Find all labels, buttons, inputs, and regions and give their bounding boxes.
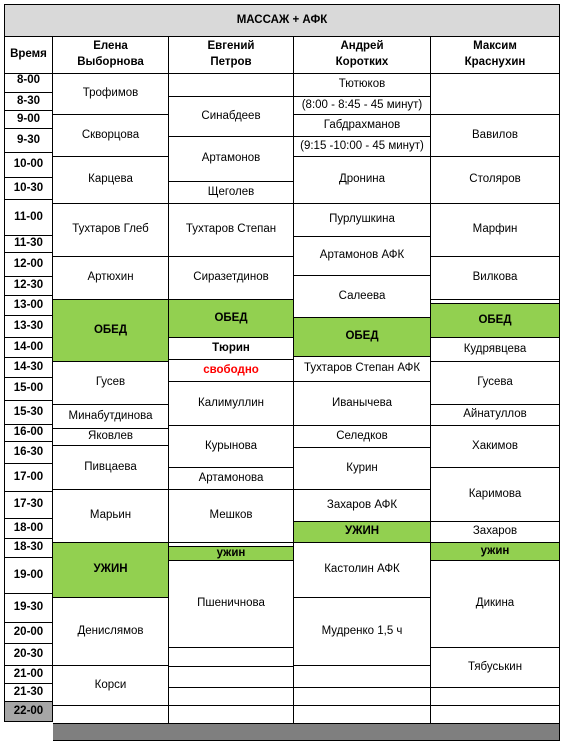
- header-name-line: Максим: [473, 40, 517, 53]
- empty-slot: [169, 667, 294, 688]
- appointment-cell[interactable]: Столяров: [431, 157, 560, 204]
- appointment-cell[interactable]: Марфин: [431, 204, 560, 257]
- empty-slot: [294, 688, 431, 706]
- appointment-cell[interactable]: Кудрявцева: [431, 338, 560, 362]
- break-cell: УЖИН: [53, 543, 169, 598]
- time-cell: 9-00: [4, 111, 53, 129]
- header-name-line: Краснухин: [464, 56, 526, 68]
- empty-slot: [294, 706, 431, 724]
- header-col2: [169, 37, 294, 74]
- time-cell: 22-00: [4, 702, 53, 722]
- header-name-line: Евгений: [207, 40, 255, 53]
- header-col1: [53, 37, 169, 74]
- appointment-cell[interactable]: Курынова: [169, 426, 294, 468]
- header-name-line: Коротких: [335, 56, 389, 68]
- time-cell: 13-00: [4, 296, 53, 316]
- header-name-line: Елена: [93, 40, 128, 53]
- appointment-cell[interactable]: Кастолин АФК: [294, 543, 431, 598]
- appointment-cell[interactable]: Трофимов: [53, 74, 169, 115]
- break-cell: ОБЕД: [294, 318, 431, 357]
- appointment-cell[interactable]: Пшеничнова: [169, 561, 294, 648]
- sheet-title: МАССАЖ + АФК: [4, 4, 560, 37]
- appointment-cell[interactable]: Карцева: [53, 157, 169, 204]
- time-cell: 11-00: [4, 200, 53, 236]
- empty-slot: [431, 706, 560, 724]
- appointment-cell[interactable]: Тябуськин: [431, 648, 560, 688]
- appointment-cell[interactable]: Курин: [294, 448, 431, 490]
- appointment-cell[interactable]: Минабутдинова: [53, 405, 169, 429]
- header-name-line: Выборнова: [77, 56, 144, 68]
- appointment-cell[interactable]: Калимуллин: [169, 382, 294, 426]
- appointment-cell[interactable]: свободно: [169, 360, 294, 382]
- appointment-cell[interactable]: Пурлушкина: [294, 204, 431, 237]
- appointment-cell[interactable]: Марьин: [53, 490, 169, 543]
- appointment-cell[interactable]: Тютюков: [294, 74, 431, 97]
- appointment-cell[interactable]: Синабдеев: [169, 97, 294, 137]
- closing-band: [53, 724, 560, 741]
- empty-slot: [169, 74, 294, 97]
- header-col3: [294, 37, 431, 74]
- break-cell: ужин: [431, 543, 560, 561]
- header-name-line: Андрей: [340, 40, 384, 53]
- time-cell: 20-00: [4, 623, 53, 644]
- time-cell: 17-00: [4, 464, 53, 492]
- header-name-line: Петров: [210, 56, 252, 68]
- appointment-cell[interactable]: Вилкова: [431, 257, 560, 300]
- time-cell: 20-30: [4, 644, 53, 666]
- appointment-cell[interactable]: Корси: [53, 666, 169, 706]
- appointment-cell[interactable]: Артамонов: [169, 137, 294, 182]
- appointment-cell[interactable]: Салеева: [294, 276, 431, 318]
- time-cell: 21-30: [4, 684, 53, 702]
- time-cell: 19-30: [4, 594, 53, 623]
- appointment-cell[interactable]: Мудренко 1,5 ч: [294, 598, 431, 666]
- appointment-cell[interactable]: Тухтаров Степан АФК: [294, 357, 431, 382]
- empty-slot: [169, 706, 294, 724]
- time-cell: 21-00: [4, 666, 53, 684]
- appointment-cell[interactable]: Артамонова: [169, 468, 294, 490]
- appointment-cell[interactable]: (8:00 - 8:45 - 45 минут): [294, 97, 431, 115]
- time-cell: 10-30: [4, 178, 53, 200]
- appointment-cell[interactable]: Каримова: [431, 468, 560, 522]
- time-cell: 9-30: [4, 129, 53, 153]
- appointment-cell[interactable]: Дикина: [431, 561, 560, 648]
- time-cell: 12-30: [4, 277, 53, 296]
- appointment-cell[interactable]: Яковлев: [53, 429, 169, 446]
- time-cell: 10-00: [4, 153, 53, 178]
- appointment-cell[interactable]: Тюрин: [169, 338, 294, 360]
- appointment-cell[interactable]: Скворцова: [53, 115, 169, 157]
- time-cell: 18-30: [4, 539, 53, 558]
- time-cell: 11-30: [4, 236, 53, 253]
- empty-slot: [431, 74, 560, 115]
- appointment-cell[interactable]: Захаров: [431, 522, 560, 543]
- empty-slot: [169, 648, 294, 667]
- appointment-cell[interactable]: Дронина: [294, 157, 431, 204]
- appointment-cell[interactable]: Иванычева: [294, 382, 431, 426]
- appointment-cell[interactable]: Сиразетдинов: [169, 257, 294, 300]
- time-cell: 16-00: [4, 425, 53, 442]
- appointment-cell[interactable]: Мешков: [169, 490, 294, 543]
- appointment-cell[interactable]: Тухтаров Степан: [169, 204, 294, 257]
- appointment-cell[interactable]: Артюхин: [53, 257, 169, 300]
- empty-slot: [294, 666, 431, 688]
- appointment-cell[interactable]: Захаров АФК: [294, 490, 431, 522]
- appointment-cell[interactable]: Тухтаров Глеб: [53, 204, 169, 257]
- break-cell: ОБЕД: [53, 300, 169, 362]
- time-cell: 16-30: [4, 442, 53, 464]
- appointment-cell[interactable]: Хакимов: [431, 426, 560, 468]
- appointment-cell[interactable]: Айнатуллов: [431, 405, 560, 426]
- appointment-cell[interactable]: Гусев: [53, 362, 169, 405]
- appointment-cell[interactable]: Пивцаева: [53, 446, 169, 490]
- time-cell: 12-00: [4, 253, 53, 277]
- schedule-sheet: [4, 4, 560, 741]
- appointment-cell[interactable]: Денислямов: [53, 598, 169, 666]
- header-time: Время: [4, 37, 53, 74]
- break-cell: ужин: [169, 547, 294, 561]
- break-cell: ОБЕД: [169, 300, 294, 338]
- empty-slot: [169, 688, 294, 706]
- appointment-cell[interactable]: Артамонов АФК: [294, 237, 431, 276]
- appointment-cell[interactable]: Вавилов: [431, 115, 560, 157]
- time-cell: 15-00: [4, 378, 53, 401]
- time-cell: 15-30: [4, 401, 53, 425]
- appointment-cell[interactable]: Гусева: [431, 362, 560, 405]
- header-col4: [431, 37, 560, 74]
- time-cell: 18-00: [4, 519, 53, 539]
- break-cell: УЖИН: [294, 522, 431, 543]
- time-cell: 8-30: [4, 93, 53, 111]
- appointment-cell[interactable]: Селедков: [294, 426, 431, 448]
- empty-slot: [53, 706, 169, 724]
- time-cell: 13-30: [4, 316, 53, 338]
- time-cell: 19-00: [4, 558, 53, 594]
- appointment-cell[interactable]: Щеголев: [169, 182, 294, 204]
- time-cell: 8-00: [4, 70, 53, 93]
- empty-slot: [431, 688, 560, 706]
- time-cell: 17-30: [4, 492, 53, 519]
- appointment-cell[interactable]: (9:15 -10:00 - 45 минут): [294, 137, 431, 157]
- break-cell: ОБЕД: [431, 304, 560, 338]
- time-cell: 14-30: [4, 358, 53, 378]
- time-cell: 14-00: [4, 338, 53, 358]
- appointment-cell[interactable]: Габдрахманов: [294, 115, 431, 137]
